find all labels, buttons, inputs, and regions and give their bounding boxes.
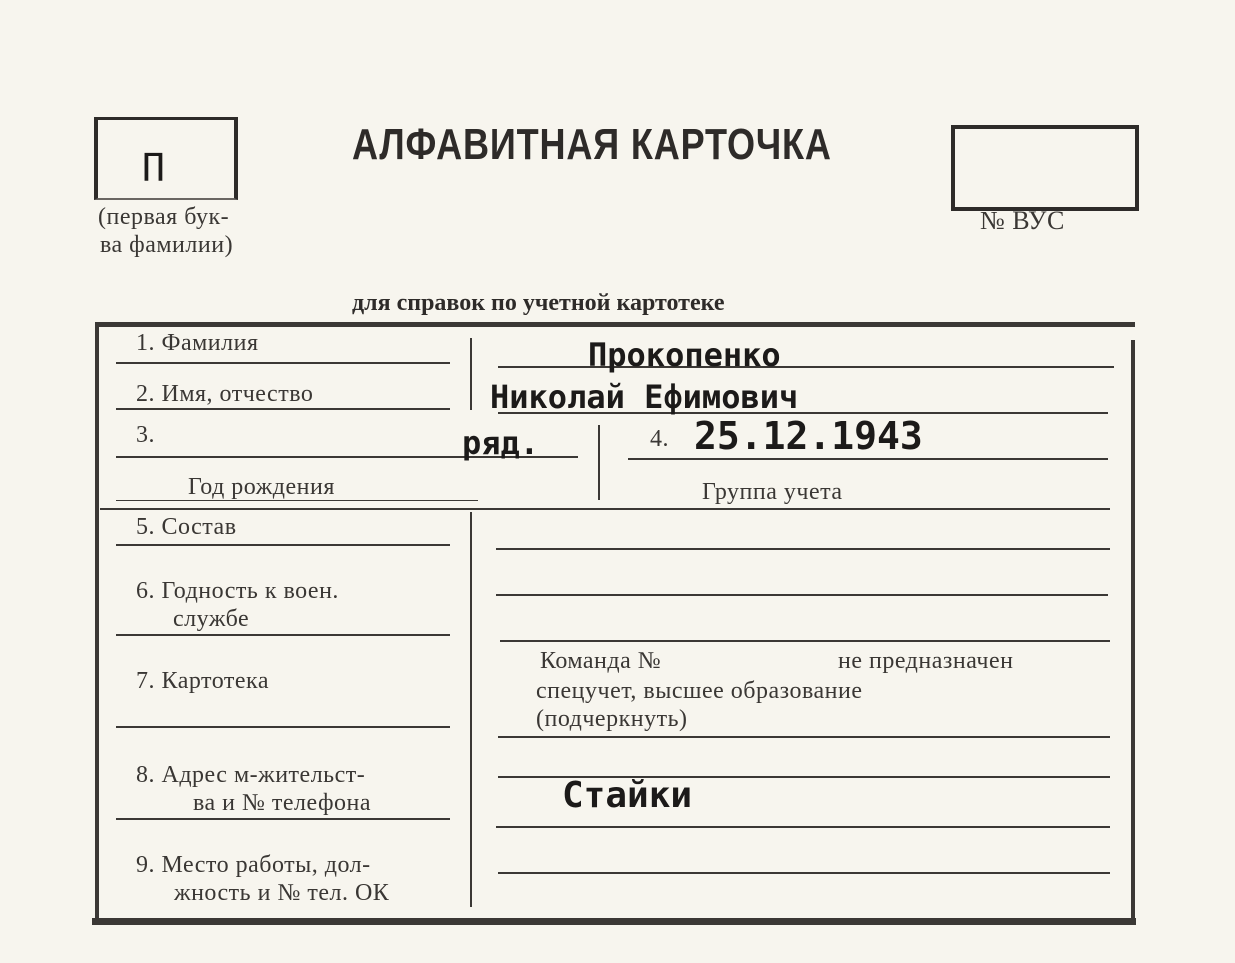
field-7-label: 7. Картотека: [136, 668, 269, 694]
vus-caption: № ВУС: [980, 206, 1065, 235]
surname-initial: П: [142, 146, 165, 190]
rule: [116, 818, 450, 820]
field-6-label-2: службе: [173, 606, 250, 632]
not-assigned-label: не предназначен: [838, 648, 1014, 674]
rule: [116, 500, 478, 501]
field-8-label-1: 8. Адрес м-жительст-: [136, 762, 366, 788]
vus-box: [951, 125, 1139, 211]
rule: [116, 634, 450, 636]
field-6-label-1: 6. Годность к воен.: [136, 578, 339, 604]
typed-name-patronymic: Николай Ефимович: [490, 378, 799, 416]
letter-box-caption-2: ва фамилии): [100, 232, 234, 258]
field-9-label-2: жность и № тел. ОК: [174, 880, 390, 906]
rule: [498, 872, 1110, 874]
rule: [116, 544, 450, 546]
birth-year-label: Год рождения: [188, 474, 335, 500]
field-3-label: 3.: [136, 422, 155, 448]
field-8-label-2: ва и № телефона: [193, 790, 372, 816]
field-4-label: 4.: [650, 426, 669, 452]
frame-right: [1131, 340, 1135, 925]
rule: [496, 826, 1110, 828]
underline-instruction: (подчеркнуть): [536, 706, 688, 732]
rule: [100, 508, 1110, 510]
team-number-label: Команда №: [540, 648, 662, 674]
typed-surname: Прокопенко: [588, 336, 781, 374]
rule: [496, 594, 1108, 596]
frame-bottom: [92, 918, 1136, 925]
frame-left: [95, 322, 99, 922]
rule: [116, 408, 450, 410]
field-1-label: 1. Фамилия: [136, 330, 259, 356]
letter-box-caption-1: (первая бук-: [98, 204, 230, 230]
card-subtitle: для справок по учетной картотеке: [352, 290, 725, 316]
field-3-4-divider: [598, 425, 600, 500]
rule: [500, 640, 1110, 642]
letter-box: [94, 117, 238, 200]
rule: [498, 736, 1110, 738]
typed-address: Стайки: [562, 775, 693, 816]
column-divider-bottom: [470, 512, 472, 907]
column-divider-top: [470, 338, 472, 410]
rule: [116, 726, 450, 728]
field-2-label: 2. Имя, отчество: [136, 381, 314, 407]
rule: [496, 548, 1110, 550]
frame-top: [97, 322, 1135, 327]
card-title: АЛФАВИТНАЯ КАРТОЧКА: [352, 120, 832, 169]
field-5-label: 5. Состав: [136, 514, 237, 540]
field-9-label-1: 9. Место работы, дол-: [136, 852, 371, 878]
special-registration-label: спецучет, высшее образование: [536, 678, 863, 704]
rule: [116, 362, 450, 364]
typed-date: 25.12.1943: [694, 414, 923, 458]
group-label: Группа учета: [702, 479, 843, 505]
typed-rank: ряд.: [462, 424, 540, 462]
rule: [628, 458, 1108, 460]
